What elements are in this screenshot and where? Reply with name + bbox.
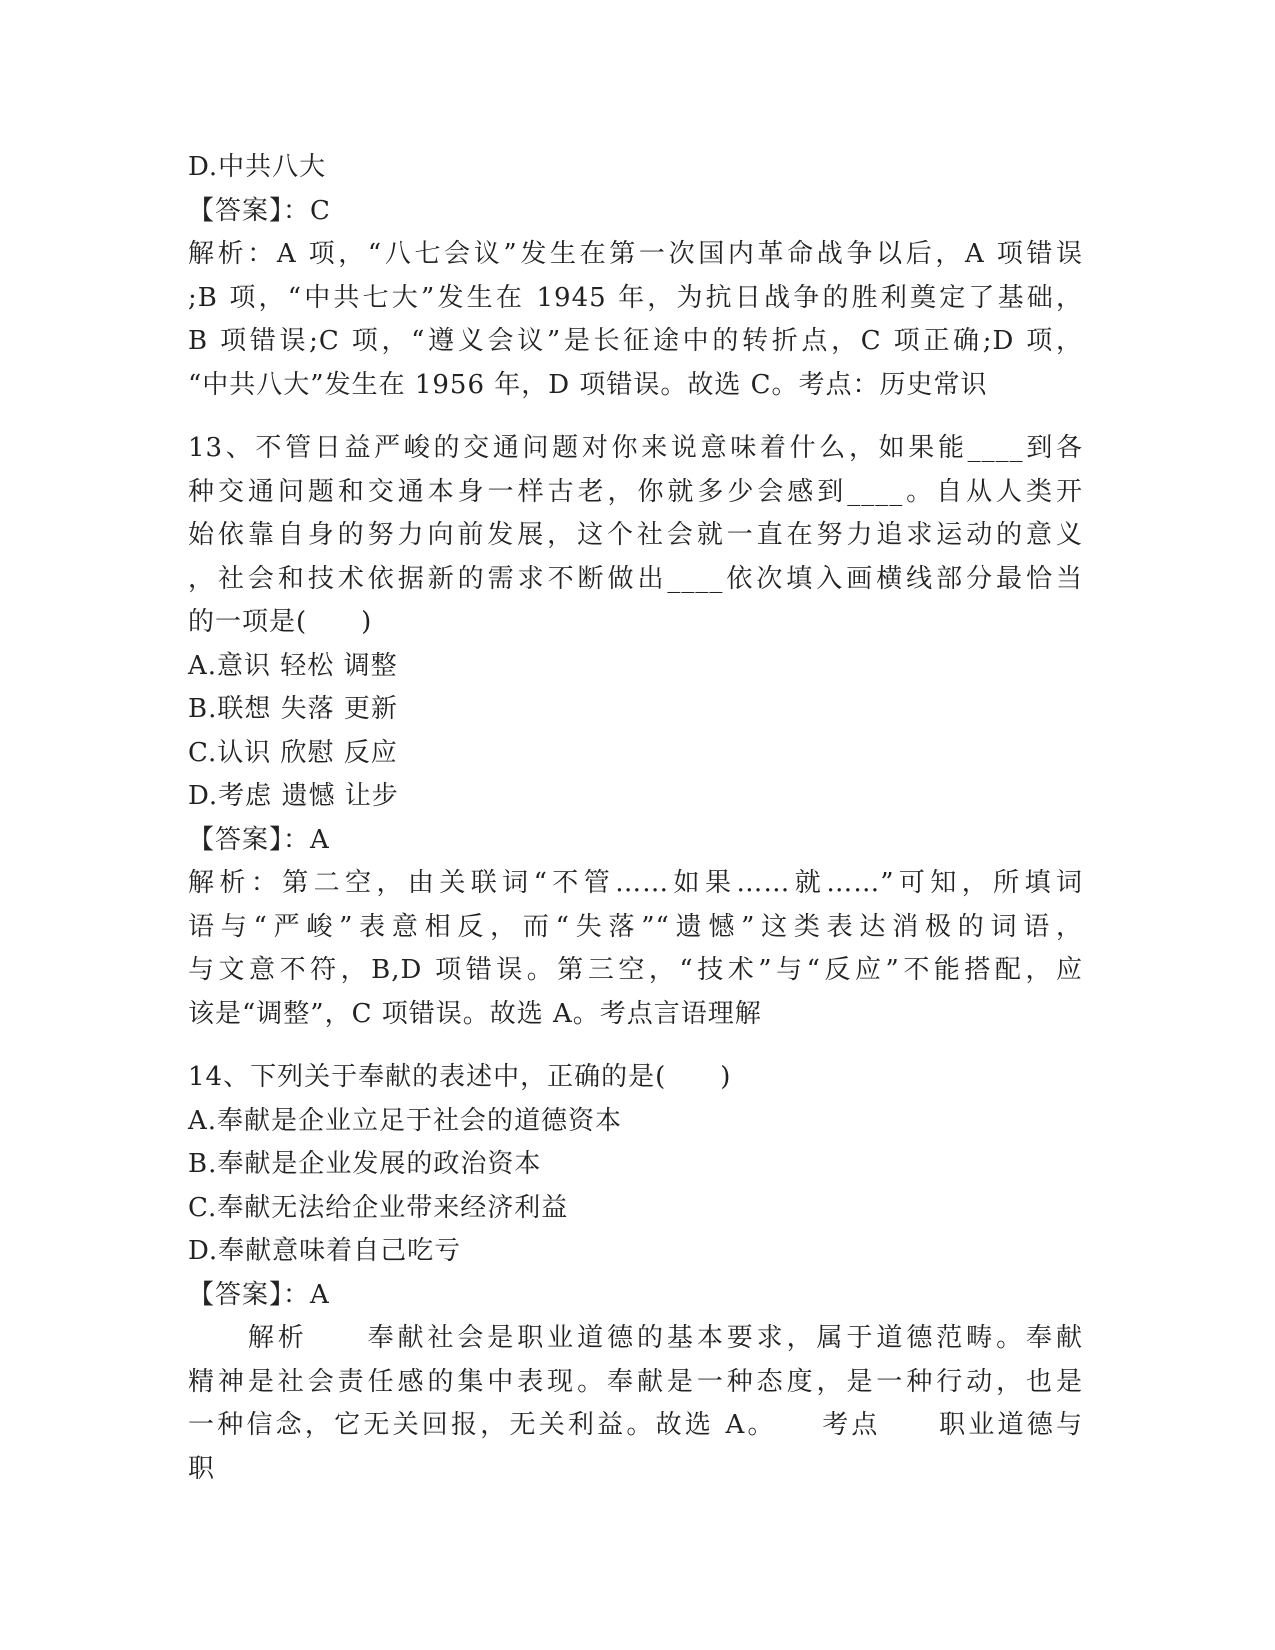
- q13-analysis-line-2: 语与“严峻”表意相反，而“失落”“遗憾”这类表达消极的词语，: [188, 911, 1083, 942]
- q13-stem-line-4: ，社会和技术依据新的需求不断做出____依次填入画横线部分最恰当: [188, 563, 1083, 594]
- question-spacer: [188, 407, 1083, 427]
- q14-stem: 14、下列关于奉献的表述中，正确的是( ): [188, 1062, 732, 1092]
- q13-stem-line-3: 始依靠自身的努力向前发展，这个社会就一直在努力追求运动的意义: [188, 520, 1083, 550]
- q12-analysis-line-1: 解析：A 项，“八七会议”发生在第一次国内革命战争以后，A 项错误: [188, 239, 1083, 269]
- q14-analysis-line-1: 解析 奉献社会是职业道德的基本要求，属于道德范畴。奉献: [188, 1323, 1083, 1353]
- question-spacer: [188, 1036, 1083, 1056]
- q12-option-d: D.中共八大: [188, 152, 327, 182]
- q13-stem-line-5: 的一项是( ): [188, 607, 373, 637]
- q13-option-a: A.意识 轻松 调整: [188, 650, 398, 681]
- q13-option-c: C.认识 欣慰 反应: [188, 737, 398, 768]
- document-content: [188, 146, 1083, 1491]
- q14-option-c: C.奉献无法给企业带来经济利益: [188, 1192, 569, 1223]
- q13-option-b: B.联想 失落 更新: [188, 694, 398, 724]
- q13-analysis-line-3: 与文意不符，B,D 项错误。第三空，“技术”与“反应”不能搭配，应: [188, 955, 1083, 985]
- q14-option-a: A.奉献是企业立足于社会的道德资本: [188, 1105, 623, 1136]
- q14-answer: 【答案】：A: [188, 1279, 330, 1310]
- q14-analysis-line-4: 职: [188, 1453, 216, 1484]
- q13-analysis-line-1: 解析：第二空，由关联词“不管……如果……就……”可知，所填词: [188, 868, 1083, 898]
- q14-analysis-line-2: 精神是社会责任感的集中表现。奉献是一种态度，是一种行动，也是: [188, 1366, 1083, 1397]
- q14-option-d: D.奉献意味着自己吃亏: [188, 1236, 462, 1266]
- q12-analysis-line-2: ;B 项，“中共七大”发生在 1945 年，为抗日战争的胜利奠定了基础，: [188, 282, 1083, 313]
- q13-stem-line-2: 种交通问题和交通本身一样古老，你就多少会感到____。自从人类开: [188, 476, 1083, 507]
- q13-answer: 【答案】：A: [188, 824, 330, 855]
- q12-analysis-line-4: “中共八大”发生在 1956 年，D 项错误。故选 C。考点：历史常识: [188, 369, 988, 400]
- q13-stem-line-1: 13、不管日益严峻的交通问题对你来说意味着什么，如果能____到各: [188, 433, 1083, 463]
- q14-option-b: B.奉献是企业发展的政治资本: [188, 1149, 542, 1179]
- q12-analysis-line-3: B 项错误;C 项，“遵义会议”是长征途中的转折点，C 项正确;D 项，: [188, 326, 1083, 356]
- q14-analysis-line-3: 一种信念，它无关回报，无关利益。故选 A。 考点 职业道德与: [188, 1410, 1083, 1440]
- q12-answer: 【答案】：C: [188, 195, 331, 226]
- q13-option-d: D.考虑 遗憾 让步: [188, 781, 399, 811]
- q13-analysis-line-4: 该是“调整”，C 项错误。故选 A。考点言语理解: [188, 998, 762, 1029]
